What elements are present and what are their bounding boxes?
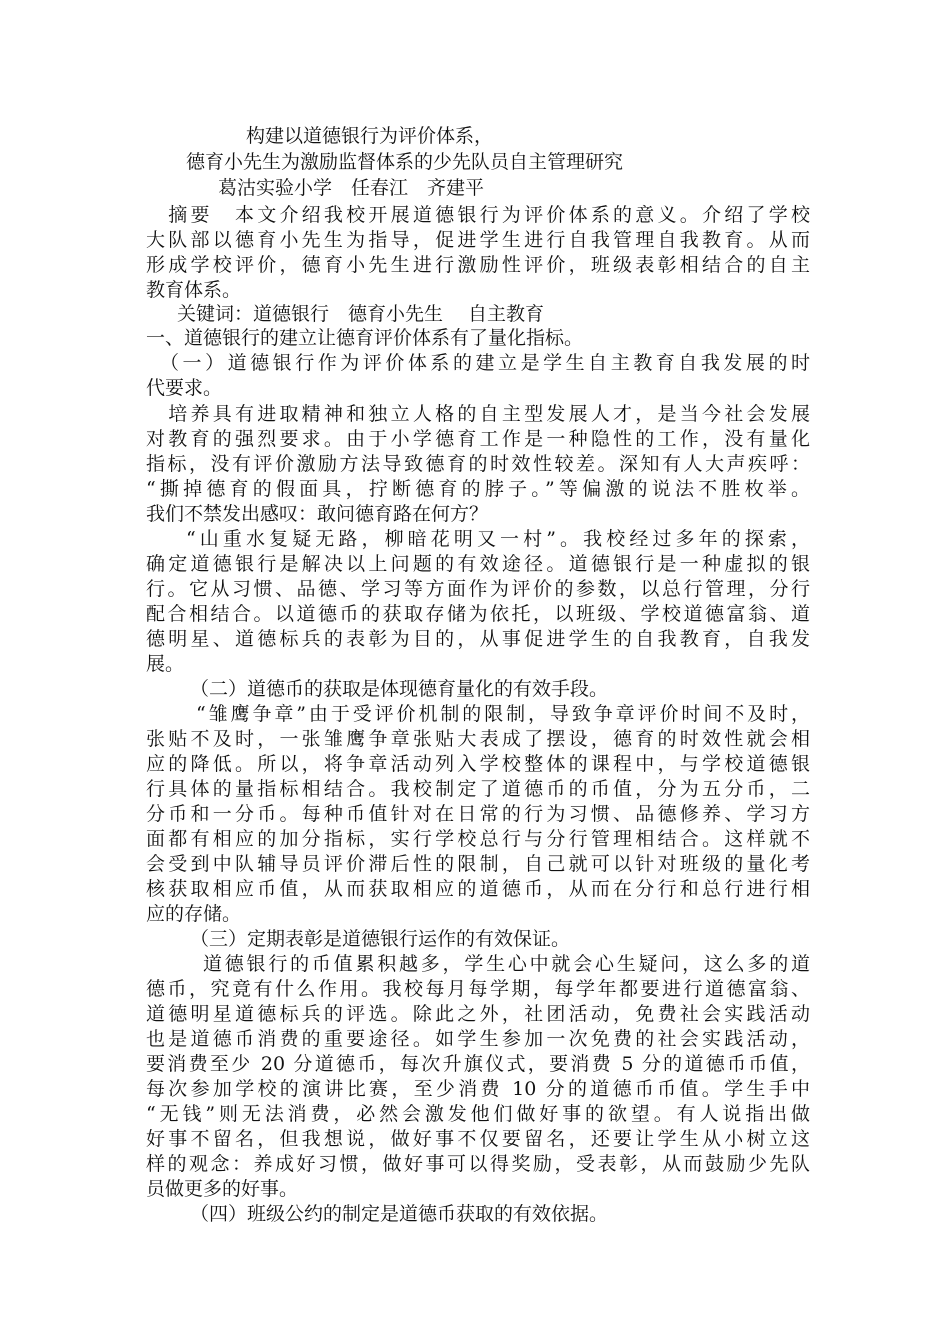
section-heading: 一、道德银行的建立让德育评价体系有了量化指标。 — [146, 327, 584, 349]
paragraph-line: 对教育的强烈要求。由于小学德育工作是一种隐性的工作，没有量化 — [146, 428, 810, 450]
abstract-line: 摘要 本文介绍我校开展道德银行为评价体系的意义。介绍了学校 — [146, 204, 810, 226]
paragraph-line: 德币，究竟有什么作用。我校每月每学期，每学年都要进行道德富翁、 — [146, 978, 810, 1000]
subsection-heading: （二）道德币的获取是体现德育量化的有效手段。 — [190, 678, 609, 700]
paragraph-line: 我们不禁发出感叹：敢问德育路在何方？ — [146, 503, 489, 525]
paragraph-line: 每次参加学校的演讲比赛，至少消费 10 分的道德币币值。学生手中 — [146, 1078, 810, 1100]
paragraph-line: 好事不留名，但我想说，做好事不仅要留名，还要让学生从小树立这 — [146, 1128, 810, 1150]
paragraph-line: 也是道德币消费的重要途径。如学生参加一次免费的社会实践活动， — [146, 1028, 810, 1050]
author-line: 葛沽实验小学 任春江 齐建平 — [218, 177, 485, 199]
paragraph-line: “雏鹰争章”由于受评价机制的限制，导致争章评价时间不及时， — [196, 703, 810, 725]
abstract-line: 大队部以德育小先生为指导，促进学生进行自我管理自我教育。从而 — [146, 229, 810, 251]
paragraph-line: 核获取相应币值，从而获取相应的道德币，从而在分行和总行进行相 — [146, 878, 810, 900]
paragraph-line: “撕掉德育的假面具，拧断德育的脖子。”等偏激的说法不胜枚举。 — [146, 478, 810, 500]
paragraph-line: 德明星、道德标兵的表彰为目的，从事促进学生的自我教育，自我发 — [146, 628, 810, 650]
paragraph-line: “无钱”则无法消费，必然会激发他们做好事的欲望。有人说指出做 — [146, 1103, 810, 1125]
paragraph-line: 指标，没有评价激励方法导致德育的时效性较差。深知有人大声疾呼： — [146, 453, 810, 475]
paragraph-line: 配合相结合。以道德币的获取存储为依托，以班级、学校道德富翁、道 — [146, 603, 810, 625]
paragraph-line: 员做更多的好事。 — [146, 1178, 299, 1200]
paragraph-line: 应的存储。 — [146, 903, 242, 925]
subsection-heading: 代要求。 — [146, 377, 223, 399]
paragraph-line: 道德明星道德标兵的评选。除此之外，社团活动，免费社会实践活动 — [146, 1003, 810, 1025]
subsection-heading: （三）定期表彰是道德银行运作的有效保证。 — [190, 928, 571, 950]
paragraph-line: 会受到中队辅导员评价滞后性的限制，自己就可以针对班级的量化考 — [146, 853, 810, 875]
paragraph-line: 应的降低。所以，将争章活动列入学校整体的课程中，与学校道德银 — [146, 753, 810, 775]
paragraph-line: “山重水复疑无路，柳暗花明又一村”。我校经过多年的探索， — [186, 528, 810, 550]
paragraph-line: 确定道德银行是解决以上问题的有效途径。道德银行是一种虚拟的银 — [146, 553, 810, 575]
paragraph-line: 样的观念：养成好习惯，做好事可以得奖励，受表彰，从而鼓励少先队 — [146, 1153, 810, 1175]
paragraph-line: 行具体的量指标相结合。我校制定了道德币的币值，分为五分币，二 — [146, 778, 810, 800]
subsection-heading: （一）道德银行作为评价体系的建立是学生自主教育自我发展的时 — [160, 352, 810, 374]
abstract-line: 形成学校评价，德育小先生进行激励性评价，班级表彰相结合的自主 — [146, 254, 810, 276]
paragraph-line: 道德银行的币值累积越多，学生心中就会心生疑问，这么多的道 — [203, 953, 810, 975]
paragraph-line: 面都有相应的加分指标，实行学校总行与分行管理相结合。这样就不 — [146, 828, 810, 850]
paragraph-line: 展。 — [146, 653, 185, 675]
keywords-line: 关键词：道德银行 德育小先生 自主教育 — [158, 303, 545, 325]
title-line-1: 构建以道德银行为评价体系， — [246, 125, 494, 147]
paragraph-line: 要消费至少 20 分道德币，每次升旗仪式，要消费 5 分的道德币币值， — [146, 1053, 810, 1075]
paragraph-line: 培养具有进取精神和独立人格的自主型发展人才，是当今社会发展 — [146, 403, 810, 425]
paragraph-line: 分币和一分币。每种币值针对在日常的行为习惯、品德修养、学习方 — [146, 803, 810, 825]
subsection-heading: （四）班级公约的制定是道德币获取的有效依据。 — [190, 1203, 609, 1225]
paragraph-line: 张贴不及时，一张雏鹰争章张贴大表成了摆设，德育的时效性就会相 — [146, 728, 810, 750]
title-line-2: 德育小先生为激励监督体系的少先队员自主管理研究 — [186, 151, 624, 173]
abstract-line: 教育体系。 — [146, 279, 242, 301]
paragraph-line: 行。它从习惯、品德、学习等方面作为评价的参数，以总行管理，分行 — [146, 578, 810, 600]
